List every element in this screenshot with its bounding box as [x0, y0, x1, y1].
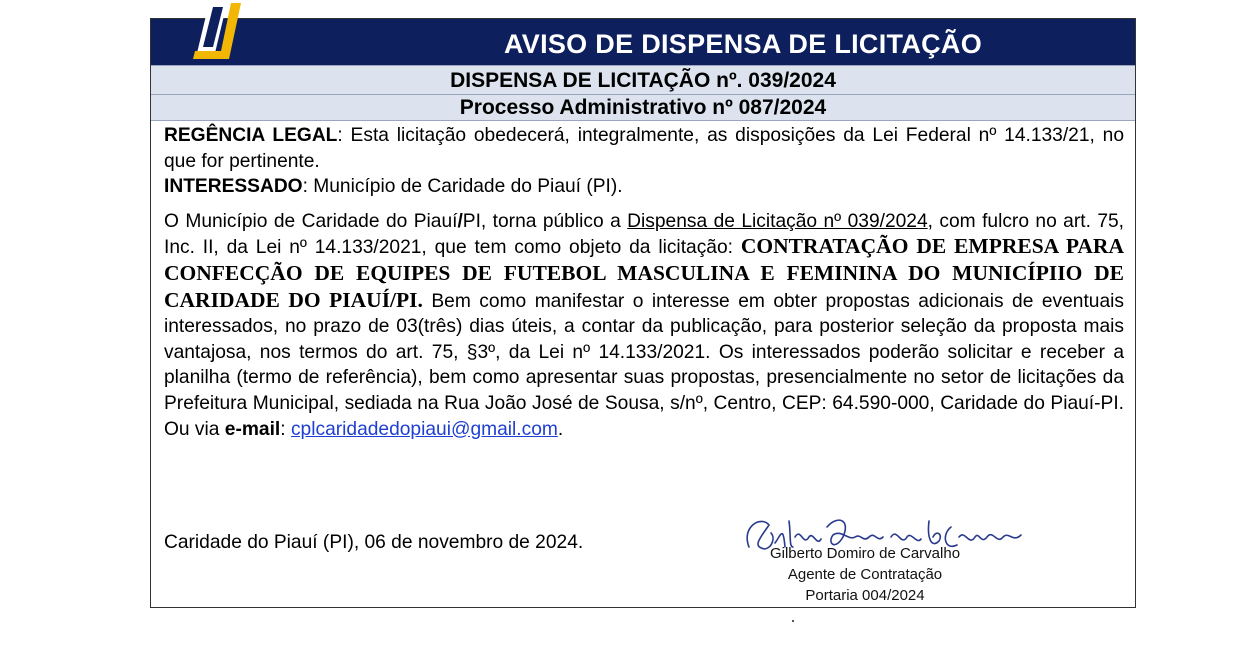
email-link[interactable]: cplcaridadedopiaui@gmail.com	[290, 418, 558, 440]
interessado-paragraph	[164, 174, 1124, 200]
notice-box	[150, 18, 1136, 608]
main-text-2: PI, torna público a	[462, 210, 628, 232]
email-label: e-mail	[224, 418, 281, 440]
signer-role: Agente de Contratação	[787, 566, 943, 583]
main-slash: /	[457, 210, 463, 232]
notice-body	[164, 123, 1124, 442]
interessado-label: INTERESSADO	[164, 176, 303, 198]
main-end: .	[557, 418, 564, 440]
date-line: Caridade do Piauí (PI), 06 de novembro de 2024.	[164, 532, 584, 553]
regencia-paragraph	[164, 123, 1124, 174]
regencia-text: : Esta licitação obedecerá, integralmente, as disposições da Lei Federal nº 14.133/21, no que for pertinente.	[164, 125, 1125, 172]
yellow-blue-stripe-logo-icon	[187, 1, 267, 65]
regencia-label: REGÊNCIA LEGAL	[164, 125, 338, 146]
signer-name: Gilberto Domiro de Carvalho	[769, 545, 961, 562]
spacer	[164, 200, 1124, 209]
signature-block	[755, 543, 975, 606]
main-text-1: O Município de Caridade do Piauí	[164, 210, 458, 232]
dispensa-number: DISPENSA DE LICITAÇÃO nº. 039/2024	[450, 69, 836, 92]
signature-script-text	[751, 514, 752, 515]
notice-banner	[151, 19, 1135, 65]
main-paragraph	[164, 209, 1124, 442]
main-text-4: Bem como manifestar o interesse em obter propostas adicionais de eventuais interessados, no prazo de 03(três) dias úteis, a contar da publicação, para posterior seleção da proposta mais vantajosa, nos termos do art. 75, §3º, da Lei nº 14.133/2021. Os interessados poderão solicitar e receber a planilha (termo de referência), bem como apresentar suas propostas, presencialmente no setor de licitações da Prefeitura Municipal, sediada na Rua João José de Sousa, s/nº, Centro, CEP: 64.590-000, Caridade do Piauí-PI. Ou via	[164, 290, 1124, 440]
processo-number: Processo Administrativo nº 087/2024	[151, 94, 1135, 121]
signer-portaria: Portaria 004/2024	[805, 587, 925, 604]
email-colon: :	[280, 418, 286, 440]
main-text-3: , com fulcro no art. 75, Inc. II, da Lei nº 14.133/2021, que tem como objeto da licitação:	[164, 210, 1124, 259]
objeto-text: CONTRATAÇÃO DE EMPRESA PARA CONFECÇÃO DE EQUIPES DE FUTEBOL MASCULINA E FEMININA DO MUNICÍPIIO DE CARIDADE DO PIAUÍ/PI.	[164, 234, 1124, 312]
dispensa-reference: Dispensa de Licitação nº 039/2024	[627, 210, 928, 232]
stray-dot	[792, 620, 794, 622]
interessado-text: : Município de Caridade do Piauí (PI).	[302, 176, 623, 198]
notice-title: AVISO DE DISPENSA DE LICITAÇÃO	[503, 28, 983, 59]
subheader	[151, 65, 1135, 121]
